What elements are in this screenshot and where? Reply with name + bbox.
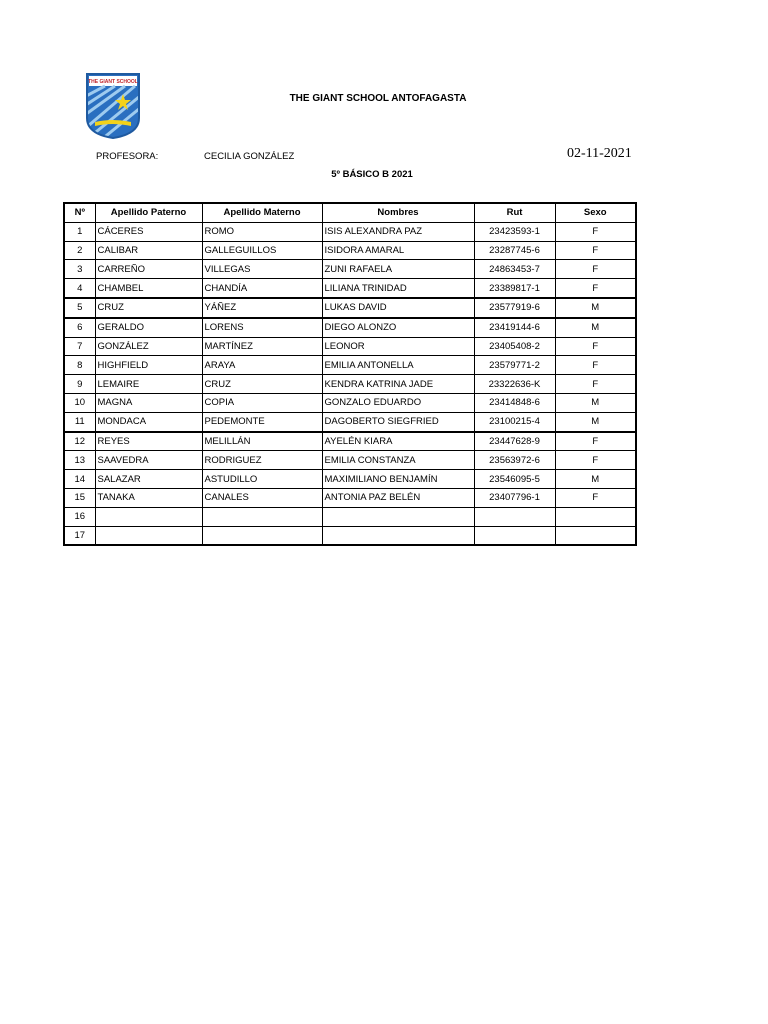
- teacher-label: PROFESORA:: [96, 151, 159, 162]
- cell-sexo: F: [555, 241, 636, 260]
- column-header-number: Nº: [64, 203, 95, 222]
- cell-apellido-materno: PEDEMONTE: [202, 412, 322, 431]
- cell-nombres: EMILIA CONSTANZA: [322, 451, 474, 470]
- cell-apellido-materno: ASTUDILLO: [202, 470, 322, 489]
- cell-rut: 23405408-2: [474, 337, 555, 356]
- cell-apellido-materno: VILLEGAS: [202, 260, 322, 279]
- cell-number: 13: [64, 451, 95, 470]
- cell-nombres: ANTONIA PAZ BELÉN: [322, 488, 474, 507]
- cell-nombres: [322, 507, 474, 526]
- cell-apellido-materno: ARAYA: [202, 356, 322, 375]
- cell-number: 12: [64, 432, 95, 451]
- table-row: [64, 337, 636, 356]
- cell-apellido-paterno: HIGHFIELD: [95, 356, 202, 375]
- cell-number: 3: [64, 260, 95, 279]
- table-row: [64, 526, 636, 545]
- teacher-name: CECILIA GONZÁLEZ: [204, 151, 295, 162]
- cell-apellido-paterno: GONZÁLEZ: [95, 337, 202, 356]
- cell-nombres: LUKAS DAVID: [322, 298, 474, 318]
- cell-apellido-materno: [202, 526, 322, 545]
- cell-rut: 23579771-2: [474, 356, 555, 375]
- logo-text: THE GIANT SCHOOL: [88, 79, 138, 85]
- cell-apellido-materno: ROMO: [202, 222, 322, 241]
- cell-apellido-paterno: REYES: [95, 432, 202, 451]
- cell-apellido-materno: YÁÑEZ: [202, 298, 322, 318]
- table-row: [64, 279, 636, 298]
- cell-number: 11: [64, 412, 95, 431]
- cell-nombres: MAXIMILIANO BENJAMÍN: [322, 470, 474, 489]
- cell-sexo: F: [555, 279, 636, 298]
- cell-rut: [474, 507, 555, 526]
- cell-apellido-materno: RODRIGUEZ: [202, 451, 322, 470]
- table-row: [64, 451, 636, 470]
- cell-sexo: M: [555, 393, 636, 412]
- cell-rut: 23100215-4: [474, 412, 555, 431]
- cell-rut: 23419144-6: [474, 318, 555, 337]
- cell-nombres: EMILIA ANTONELLA: [322, 356, 474, 375]
- table-header-row: [64, 203, 636, 222]
- table-row: [64, 507, 636, 526]
- cell-number: 14: [64, 470, 95, 489]
- cell-apellido-materno: CRUZ: [202, 375, 322, 394]
- cell-sexo: M: [555, 318, 636, 337]
- cell-apellido-paterno: MONDACA: [95, 412, 202, 431]
- school-title: THE GIANT SCHOOL ANTOFAGASTA: [289, 93, 467, 104]
- cell-sexo: F: [555, 260, 636, 279]
- student-roster-table: [63, 202, 637, 546]
- table-row: [64, 222, 636, 241]
- cell-nombres: KENDRA KATRINA JADE: [322, 375, 474, 394]
- cell-rut: [474, 526, 555, 545]
- cell-nombres: ISIDORA AMARAL: [322, 241, 474, 260]
- cell-rut: 23563972-6: [474, 451, 555, 470]
- cell-rut: 23423593-1: [474, 222, 555, 241]
- cell-apellido-materno: MARTÍNEZ: [202, 337, 322, 356]
- table-row: [64, 241, 636, 260]
- cell-number: 17: [64, 526, 95, 545]
- cell-apellido-materno: LORENS: [202, 318, 322, 337]
- table-row: [64, 432, 636, 451]
- cell-sexo: F: [555, 222, 636, 241]
- cell-sexo: [555, 507, 636, 526]
- cell-number: 15: [64, 488, 95, 507]
- cell-nombres: AYELÉN KIARA: [322, 432, 474, 451]
- cell-sexo: F: [555, 356, 636, 375]
- cell-rut: 24863453-7: [474, 260, 555, 279]
- cell-apellido-paterno: [95, 507, 202, 526]
- cell-rut: 23577919-6: [474, 298, 555, 318]
- cell-sexo: F: [555, 337, 636, 356]
- cell-nombres: DAGOBERTO SIEGFRIED: [322, 412, 474, 431]
- cell-rut: 23322636-K: [474, 375, 555, 394]
- table-row: [64, 298, 636, 318]
- cell-number: 5: [64, 298, 95, 318]
- table-row: [64, 470, 636, 489]
- cell-apellido-materno: GALLEGUILLOS: [202, 241, 322, 260]
- cell-apellido-paterno: [95, 526, 202, 545]
- cell-apellido-paterno: LEMAIRE: [95, 375, 202, 394]
- cell-apellido-paterno: CARREÑO: [95, 260, 202, 279]
- cell-apellido-materno: [202, 507, 322, 526]
- cell-apellido-materno: MELILLÁN: [202, 432, 322, 451]
- course-title: 5º BÁSICO B 2021: [331, 169, 413, 180]
- cell-nombres: GONZALO EDUARDO: [322, 393, 474, 412]
- cell-apellido-paterno: GERALDO: [95, 318, 202, 337]
- cell-sexo: [555, 526, 636, 545]
- cell-apellido-paterno: TANAKA: [95, 488, 202, 507]
- cell-apellido-paterno: CRUZ: [95, 298, 202, 318]
- cell-sexo: M: [555, 470, 636, 489]
- cell-nombres: LILIANA TRINIDAD: [322, 279, 474, 298]
- cell-number: 8: [64, 356, 95, 375]
- cell-apellido-materno: CHANDÍA: [202, 279, 322, 298]
- cell-sexo: M: [555, 412, 636, 431]
- cell-apellido-materno: CANALES: [202, 488, 322, 507]
- cell-nombres: [322, 526, 474, 545]
- table-row: [64, 412, 636, 431]
- document-date: 02-11-2021: [567, 146, 632, 161]
- table-row: [64, 375, 636, 394]
- table-row: [64, 488, 636, 507]
- cell-sexo: M: [555, 298, 636, 318]
- cell-apellido-paterno: CHAMBEL: [95, 279, 202, 298]
- column-header-rut: Rut: [474, 203, 555, 222]
- cell-apellido-paterno: CÁCERES: [95, 222, 202, 241]
- cell-nombres: ZUNI RAFAELA: [322, 260, 474, 279]
- cell-sexo: F: [555, 451, 636, 470]
- table-row: [64, 318, 636, 337]
- cell-sexo: F: [555, 375, 636, 394]
- cell-rut: 23407796-1: [474, 488, 555, 507]
- column-header-apellido-materno: Apellido Materno: [202, 203, 322, 222]
- school-crest-logo: [85, 72, 141, 140]
- column-header-sexo: Sexo: [555, 203, 636, 222]
- cell-number: 9: [64, 375, 95, 394]
- column-header-apellido-paterno: Apellido Paterno: [95, 203, 202, 222]
- cell-nombres: DIEGO ALONZO: [322, 318, 474, 337]
- cell-number: 7: [64, 337, 95, 356]
- cell-apellido-materno: COPIA: [202, 393, 322, 412]
- cell-apellido-paterno: MAGNA: [95, 393, 202, 412]
- cell-sexo: F: [555, 488, 636, 507]
- cell-number: 16: [64, 507, 95, 526]
- cell-apellido-paterno: CALIBAR: [95, 241, 202, 260]
- cell-nombres: ISIS ALEXANDRA PAZ: [322, 222, 474, 241]
- cell-number: 10: [64, 393, 95, 412]
- table-row: [64, 356, 636, 375]
- cell-rut: 23414848-6: [474, 393, 555, 412]
- cell-rut: 23287745-6: [474, 241, 555, 260]
- cell-apellido-paterno: SAAVEDRA: [95, 451, 202, 470]
- cell-number: 2: [64, 241, 95, 260]
- cell-nombres: LEONOR: [322, 337, 474, 356]
- cell-rut: 23447628-9: [474, 432, 555, 451]
- table-row: [64, 260, 636, 279]
- cell-sexo: F: [555, 432, 636, 451]
- cell-rut: 23389817-1: [474, 279, 555, 298]
- cell-number: 1: [64, 222, 95, 241]
- cell-apellido-paterno: SALAZAR: [95, 470, 202, 489]
- cell-number: 6: [64, 318, 95, 337]
- cell-number: 4: [64, 279, 95, 298]
- table-row: [64, 393, 636, 412]
- column-header-nombres: Nombres: [322, 203, 474, 222]
- cell-rut: 23546095-5: [474, 470, 555, 489]
